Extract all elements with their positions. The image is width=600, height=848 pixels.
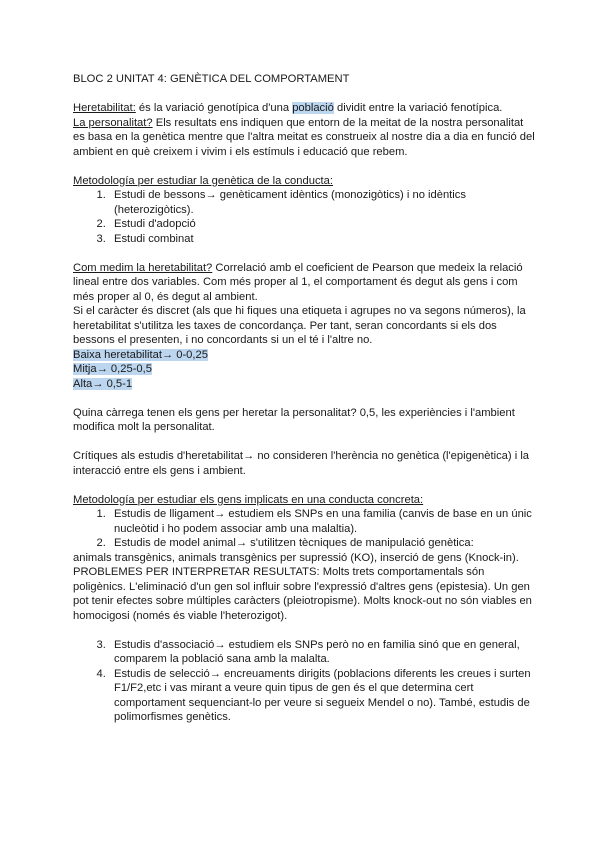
range-low: Baixa heretabilitat→ 0-0,25	[73, 348, 208, 361]
range-high: Alta→ 0,5-1	[73, 377, 133, 390]
personalitat-paragraph	[73, 116, 536, 160]
metodologia1-list	[73, 188, 536, 246]
page-title: BLOC 2 UNITAT 4: GENÈTICA DEL COMPORTAMENT	[73, 73, 350, 85]
metodologia2-list-b	[73, 638, 536, 725]
heretabilitat-text-b: dividit entre la variació fenotípica.	[333, 102, 503, 114]
range-line	[73, 348, 536, 363]
list-item: 1. Estudis de lligament→ estudiem els SNPs en una familia (canvis de base en un únic nucleòtid i ho podem associar amb una malaltia).	[109, 507, 536, 536]
list-item: 2. Estudi d'adopció	[109, 217, 536, 232]
list-item: 1. Estudi de bessons→ genèticament idèntics (monozigòtics) i no idèntics (heterozigòtics).	[109, 188, 536, 217]
list-item: 4. Estudis de selecció→ encreuaments dirigits (poblacions diferents les creues i surten F1/F2,etc i vas mirant a veure quin tipus de gen és el que determina cert comportament sequenciant-lo per veure si segueix Mendel o no). També, estudis de polimorfismes genètics.	[109, 667, 536, 725]
range-line	[73, 377, 536, 392]
com-medim-term: Com medim la heretabilitat?	[73, 261, 213, 274]
list-item: 2. Estudis de model animal→ s'utilitzen tècniques de manipulació genètica:	[109, 536, 536, 551]
range-line	[73, 362, 536, 377]
com-medim-paragraph	[73, 261, 536, 305]
personalitat-text: Els resultats ens indiquen que entorn de la meitat de la nostra personalitat es basa en la genètica mentre que l'altra meitat es construeix al nostre dia a dia en funció del ambient en què creixem i vivim i els estímuls i educació que rebem.	[73, 116, 535, 158]
highlighted-word: població	[292, 102, 334, 114]
heretabilitat-text-a: és la variació genotípica d'una	[135, 102, 293, 114]
com-medim-text: Correlació amb el coeficient de Pearson que medeix la relació lineal entre dos variables. Com més proper al 1, el comportament és degut als gens i com més proper al 0, és degut al ambient.	[73, 261, 523, 303]
range-mid: Mitja→ 0,25-0,5	[73, 363, 152, 375]
model-animal-body: animals transgènics, animals transgènics per supressió (KO), inserció de gens (Knock-in). PROBLEMES PER INTERPRETAR RESULTATS: Molts trets comportamentals són poligènics. L'eliminació d'un gen sol influir sobre l'expressió d'altres gens (epistesia). Un gen pot tenir efectes sobre múltiples caràcters (pleiotropisme). Molts knock-out no són viables en homocigosi (només és viable l'heterozigot).	[73, 551, 532, 622]
metodologia1-heading: Metodología per estudiar la genètica de la conducta:	[73, 174, 333, 187]
metodologia2-list-a	[73, 507, 536, 551]
heretabilitat-definition	[73, 101, 536, 116]
list-item: 3. Estudis d'associació→ estudiem els SNPs però no en familia sinó que en general, comparem la població sana amb la malalta.	[109, 638, 536, 667]
metodologia2-heading: Metodología per estudiar els gens implicats en una conducta concreta:	[73, 493, 424, 506]
list-item: 3. Estudi combinat	[109, 232, 536, 247]
carrega-paragraph: Quina càrrega tenen els gens per heretar la personalitat? 0,5, les experiències i l'ambient modifica molt la personalitat.	[73, 406, 515, 433]
personalitat-term: La personalitat?	[73, 116, 153, 129]
discret-paragraph: Si el caràcter és discret (als que hi fiques una etiqueta i agrupes no va segons números), la heretabilitat s'utilitza les taxes de concordança. Per tant, seran concordants si els dos bessons el presenten, i no concordants si un el té i l'altre no.	[73, 305, 526, 346]
heretabilitat-term: Heretabilitat:	[73, 102, 136, 114]
critiques-paragraph: Crítiques als estudis d'heretabilitat→ no consideren l'herència no genètica (l'epigenètica) i la interacció entre els gens i ambient.	[73, 450, 530, 477]
